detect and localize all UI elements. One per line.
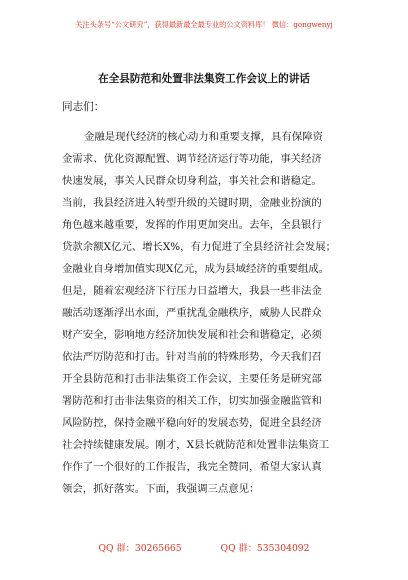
body-line: 当前，我县经济进入转型升级的关键时期，金融业扮演的 <box>62 197 322 209</box>
body-line: 领会，抓好落实。下面，我强调三点意见： <box>62 483 260 495</box>
salutation: 同志们： <box>62 101 105 113</box>
body-paragraph <box>62 126 352 500</box>
body-line: 风险防控，保持金融平稳向好的发展态势，促进全县经济 <box>62 417 322 429</box>
body-line: 金需求、优化资源配置、调节经济运行等功能，事关经济 <box>62 153 322 165</box>
body-line: 融活动逐渐浮出水面，严重扰乱金融秩序，威胁人民群众 <box>62 307 322 319</box>
body-line: 作作了一个很好的工作报告，我完全赞同，希望大家认真 <box>62 461 322 473</box>
body-line: 署防范和打击非法集资的相关工作，切实加强金融监管和 <box>62 395 322 407</box>
body-line: 金融业自身增加值实现X亿元，成为县域经济的重要组成。 <box>62 263 330 275</box>
document-title: 在全县防范和处置非法集资工作会议上的讲话 <box>98 73 310 85</box>
body-line: 依法严厉防范和打击。针对当前的特殊形势，今天我们召 <box>62 351 322 363</box>
body-line: 但是，随着宏观经济下行压力日益增大，我县一些非法金 <box>62 285 322 297</box>
body-line: 社会持续健康发展。刚才，X县长就防范和处置非法集资工 <box>62 439 330 451</box>
footer-qq-group-2: QQ 群：535304092 <box>220 543 310 554</box>
body-line: 贷款余额X亿元、增长X%，有力促进了全县经济社会发展； <box>62 241 337 253</box>
body-line: 快速发展，事关人民群众切身利益，事关社会和谐稳定。 <box>62 175 322 187</box>
body-line: 角色越来越重要，发挥的作用更加突出。去年，全县银行 <box>62 219 322 231</box>
footer-qq-group-1: QQ 群：30265665 <box>98 543 182 554</box>
header-banner: 关注头条号“公文研究”，获得最新最全最专业的公文资料库！ 微信：gongwenyj <box>75 20 333 29</box>
footer-contacts <box>0 540 408 554</box>
body-line: 财产安全，影响地方经济加快发展和社会和谐稳定，必须 <box>62 329 322 341</box>
body-line: 金融是现代经济的核心动力和重要支撑，具有保障资 <box>84 131 323 143</box>
body-line: 开全县防范和打击非法集资工作会议，主要任务是研究部 <box>62 373 322 385</box>
